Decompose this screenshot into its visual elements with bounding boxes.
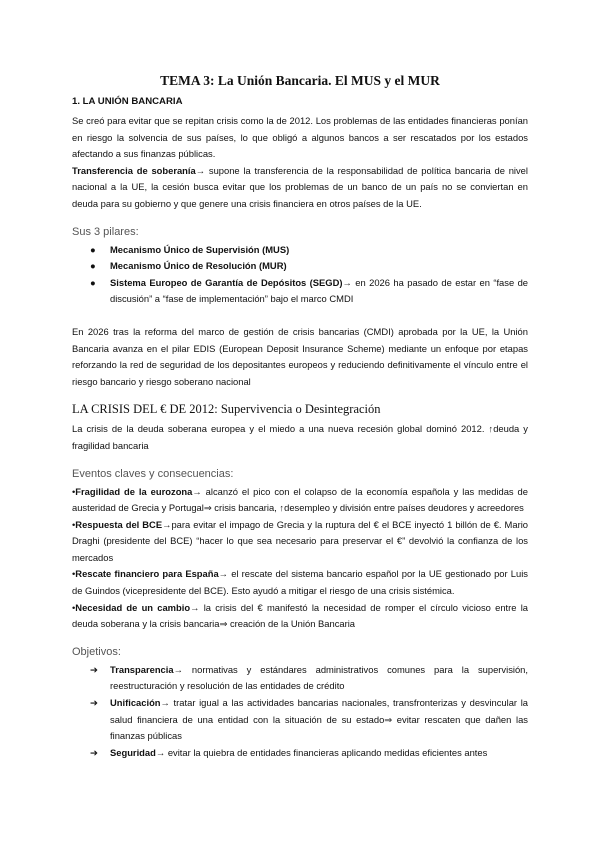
- arrow-right-icon: ➔: [90, 663, 98, 675]
- pillars-subtitle: Sus 3 pilares:: [72, 225, 139, 238]
- transfer-paragraph: [72, 163, 528, 213]
- event-term: Necesidad de un cambio: [75, 601, 191, 613]
- document-title: TEMA 3: La Unión Bancaria. El MUS y el MUR: [160, 73, 440, 88]
- objectives-list: [72, 662, 528, 762]
- event-item-rescate: [72, 566, 528, 599]
- list-item-pillar-mur: [90, 258, 528, 275]
- document-page: [72, 72, 528, 761]
- event-text: → alcanzó el pico con el colapso de la economía española y las medidas de austeridad de Grecia y Portugal⇒ crisis bancaria, ↑desempleo y división entre países deudores y acreedores: [72, 485, 528, 514]
- intro-paragraph: Se creó para evitar que se repitan crisis como la de 2012. Los problemas de las entidades financieras ponían en riesgo la solvencia de sus países, lo que obligó a algunos bancos a ser rescatados por los estados afectando a sus finanzas públicas.: [72, 115, 528, 160]
- pillar-term: Mecanismo Único de Supervisión (MUS): [110, 243, 290, 255]
- events-subtitle: Eventos claves y consecuencias:: [72, 467, 234, 480]
- objective-text: → normativas y estándares administrativos comunes para la supervisión, reestructuración y resolución de las entidades de crédito: [110, 663, 528, 692]
- list-item-pillar-mus: [90, 242, 528, 259]
- event-term: Respuesta del BCE: [75, 518, 163, 530]
- objective-term: Transparencia: [110, 663, 174, 675]
- transfer-arrow: →: [195, 164, 206, 176]
- spacer: [72, 308, 528, 324]
- objective-text: → tratar igual a las actividades bancarias nacionales, transfronterizas y desvincular la salud financiera de una entidad con la situación de su estado⇒ evitar rescaten que dañen las finanzas públicas: [110, 697, 528, 742]
- event-text: →para evitar el impago de Grecia y la ruptura del € el BCE inyectó 1 billón de €. Mario Draghi (presidente del BCE) “hacer lo que sea necesario para preservar el €” devolvió la confianza de los mercados: [72, 518, 528, 563]
- bullet-icon: •: [72, 518, 76, 530]
- crisis-paragraph: La crisis de la deuda soberana europea y el miedo a una nueva recesión global dominó 2012. ↑deuda y fragilidad bancaria: [72, 423, 528, 451]
- crisis-heading: LA CRISIS DEL € DE 2012: Supervivencia o Desintegración: [72, 402, 381, 417]
- bullet-icon: ●: [90, 243, 96, 255]
- bullet-icon: ●: [90, 276, 96, 288]
- bullet-icon: ●: [90, 260, 96, 272]
- event-item-cambio: [72, 600, 528, 633]
- list-item-pillar-segd: [90, 275, 528, 308]
- arrow-right-icon: ➔: [90, 697, 98, 709]
- event-term: Fragilidad de la eurozona: [75, 485, 193, 497]
- event-text: → el rescate del sistema bancario español por la UE gestionado por Luis de Guindos (vicepresidente del BCE). Esto ayudó a mitigar el riesgo de una crisis sistémica.: [72, 568, 528, 597]
- bullet-icon: •: [72, 601, 76, 613]
- pillar-term: Mecanismo Único de Resolución (MUR): [110, 260, 287, 272]
- transfer-text: supone la transferencia de la responsabilidad de política bancaria de nivel nacional a la UE, la cesión busca evitar que los problemas de un banco de un país no se conviertan en deuda para su gobierno y que genere una crisis financiera en otros países de la UE.: [72, 164, 528, 209]
- cmdi-paragraph: En 2026 tras la reforma del marco de gestión de crisis bancarias (CMDI) aprobada por la UE, la Unión Bancaria avanza en el pilar EDIS (European Deposit Insurance Scheme) mediante un enfoque por etapas reforzando la red de seguridad de los depositantes europeos y reduciendo definitivamente el vínculo entre el riesgo bancario y riesgo soberano nacional: [72, 325, 528, 387]
- transfer-term: Transferencia de soberanía: [72, 164, 196, 176]
- arrow-right-icon: ➔: [90, 746, 98, 758]
- pillar-text: → en 2026 ha pasado de estar en “fase de discusión” a “fase de implementación” bajo el marco CMDI: [110, 276, 529, 305]
- bullet-icon: •: [72, 568, 76, 580]
- objective-term: Unificación: [110, 697, 161, 709]
- bullet-icon: •: [72, 485, 76, 497]
- event-item-fragilidad: [72, 484, 528, 517]
- list-item-seguridad: [90, 745, 528, 762]
- pillar-term: Sistema Europeo de Garantía de Depósitos (SEGD): [110, 276, 343, 288]
- event-term: Rescate financiero para España: [75, 568, 219, 580]
- objective-term: Seguridad: [110, 746, 156, 758]
- objective-text: → evitar la quiebra de entidades financieras aplicando medidas eficientes antes: [155, 746, 488, 758]
- section-heading-union-bancaria: 1. LA UNIÓN BANCARIA: [72, 96, 183, 107]
- event-text: → la crisis del € manifestó la necesidad de romper el círculo vicioso entre la deuda soberana y la crisis bancaria⇒ creación de la Unión Bancaria: [72, 601, 529, 630]
- event-item-respuesta-bce: [72, 517, 528, 567]
- objectives-subtitle: Objetivos:: [72, 645, 121, 658]
- list-item-transparencia: [90, 662, 528, 695]
- list-item-unificacion: [90, 695, 528, 745]
- pillars-list: [72, 242, 528, 308]
